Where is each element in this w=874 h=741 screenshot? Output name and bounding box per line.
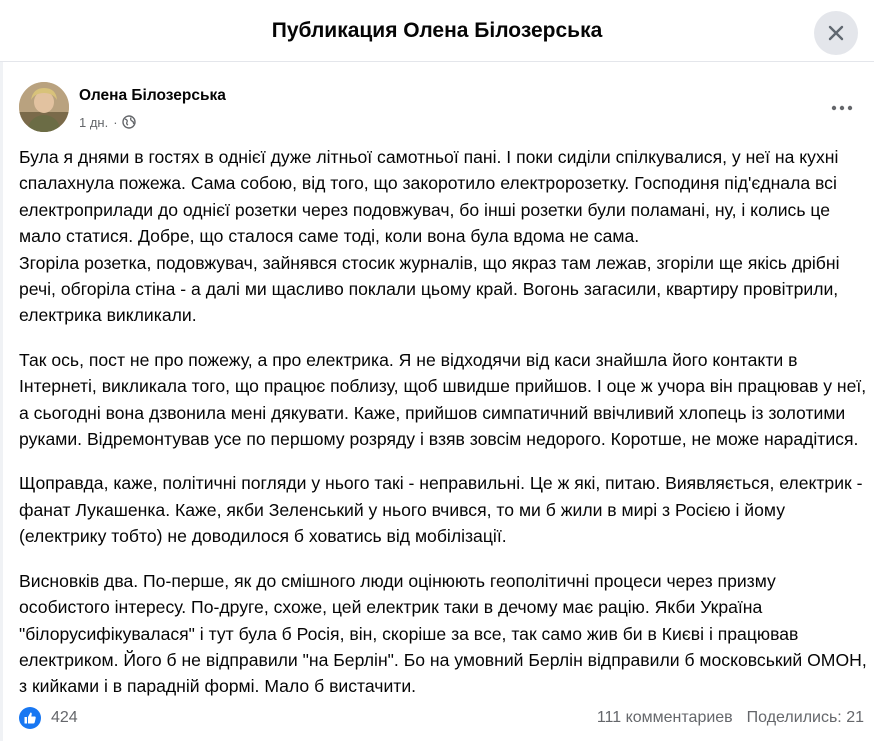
post-footer: [0, 704, 874, 734]
ellipsis-icon: [830, 102, 854, 114]
post-paragraph: Щоправда, каже, політичні погляди у нього такі - неправильні. Це ж які, питаю. Виявляється, електрик - фанат Лукашенка. Каже, якби Зеленський у нього вчився, то ми б жили в мирі з Росією і йому (електрику тобто) не доводилося б ховатись від мобілізації.: [19, 473, 863, 547]
meta-separator: ·: [113, 114, 118, 130]
more-options-button[interactable]: [824, 90, 860, 126]
modal-title: Публикация Олена Білозерська: [271, 19, 603, 42]
avatar-photo-icon: [19, 82, 69, 132]
post-header: [0, 62, 874, 144]
comments-count[interactable]: 111 комментариев: [596, 709, 733, 726]
reaction-count[interactable]: 424: [51, 709, 78, 726]
author-name[interactable]: Олена Білозерська: [79, 87, 226, 104]
globe-icon[interactable]: [122, 115, 136, 129]
like-icon[interactable]: [19, 707, 41, 729]
shares-count[interactable]: Поделились: 21: [746, 709, 864, 726]
modal-header: [0, 0, 874, 62]
close-icon: [826, 23, 846, 43]
post-meta: [79, 113, 136, 131]
close-button[interactable]: [814, 11, 858, 55]
scrollbar-track[interactable]: [0, 62, 3, 741]
post-paragraph: Так ось, пост не про пожежу, а про електрика. Я не відходячи від каси знайшла його контакти в Інтернеті, викликала того, що працює поблизу, щоб швидше прийшов. І оце ж учора він працював у неї, а сьогодні вона дзвонила мені дякувати. Каже, прийшов симпатичний ввічливий хлопець із золотими руками. Відремонтував усе по першому розряду і взяв зовсім недорого. Коротше, не може нарадітися.: [19, 349, 867, 450]
post-text: [19, 144, 869, 700]
avatar[interactable]: [19, 82, 69, 132]
post-timestamp[interactable]: 1 дн.: [79, 114, 109, 130]
post-paragraph: Була я днями в гостях в однієї дуже літньої самотньої пані. І поки сиділи спілкувалися, у неї на кухні спалахнула пожежа. Сама собою, від того, що закоротило електророзетку. Господиня під'єднала всі електроприлади до однієї розетки через подовжувач, бо інші розетки були поламані, ну, і колись це мало статися. Добре, що сталося саме тоді, коли вона була вдома не сама. Згоріла розетка, подовжувач, зайнявся стосик журналів, що якраз там лежав, згоріли ще якісь дрібні речі, обгоріла стіна - а далі ми щасливо поклали цьому край. Вогонь загасили, квартиру провітрили, електрика викликали.: [19, 147, 840, 326]
footer-stats: [597, 709, 864, 727]
post-paragraph: Висновків два. По-перше, як до смішного люди оцінюють геополітичні процеси через призму особистого інтересу. По-друге, схоже, цей електрик таки в дечому має рацію. Якби Україна "білорусифікувалася" і тут була б Росія, він, скоріше за все, так само жив би в Києві і працював електриком. Його б не відправили "на Берлін". Бо на умовний Берлін відправили б московський ОМОН, з кийками і в парадній формі. Мало б вистачити.: [19, 570, 867, 697]
